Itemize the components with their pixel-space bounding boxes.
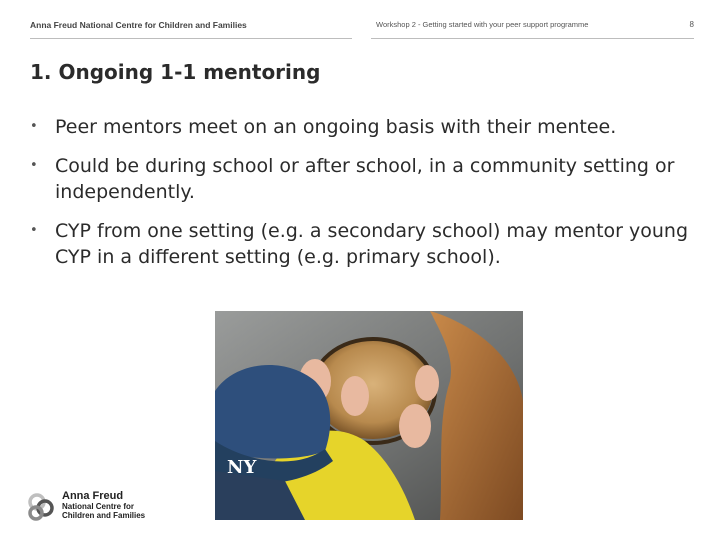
bullet-marker: • <box>30 222 38 238</box>
logo-line-3: Children and Families <box>62 511 146 520</box>
bullet-marker: • <box>30 119 38 134</box>
bullet-text: Peer mentors meet on an ongoing basis with their mentee. <box>55 116 617 138</box>
bullet-text: CYP from one setting (e.g. a secondary school) may mentor young CYP in a different setting (e.g. primary school). <box>55 219 689 268</box>
bullet-item <box>30 153 690 206</box>
bullet-list <box>30 114 690 283</box>
hand <box>399 404 431 448</box>
header-org-name: Anna Freud National Centre for Children and Families <box>30 20 247 30</box>
header-divider-left <box>30 38 352 39</box>
drumming-illustration <box>215 311 523 520</box>
page-number: 8 <box>689 20 694 29</box>
hand <box>415 365 439 401</box>
anna-freud-logo <box>27 490 167 524</box>
hand <box>341 376 369 416</box>
logo-line-2: National Centre for <box>62 502 135 511</box>
header-divider-right <box>371 38 694 39</box>
drumming-photo <box>215 311 523 520</box>
logo-line-1: Anna Freud <box>62 490 124 502</box>
logo-emblem-icon <box>27 490 57 522</box>
bullet-text: Could be during school or after school, in a community setting or independently. <box>55 154 675 203</box>
logo-wordmark <box>62 490 145 520</box>
slide-title: 1. Ongoing 1-1 mentoring <box>30 60 321 84</box>
header-workshop-title: Workshop 2 - Getting started with your peer support programme <box>376 20 589 29</box>
bullet-item <box>30 218 690 271</box>
bullet-marker: • <box>30 157 38 173</box>
cap-logo-text: NY <box>227 457 257 478</box>
bullet-item <box>30 114 690 141</box>
